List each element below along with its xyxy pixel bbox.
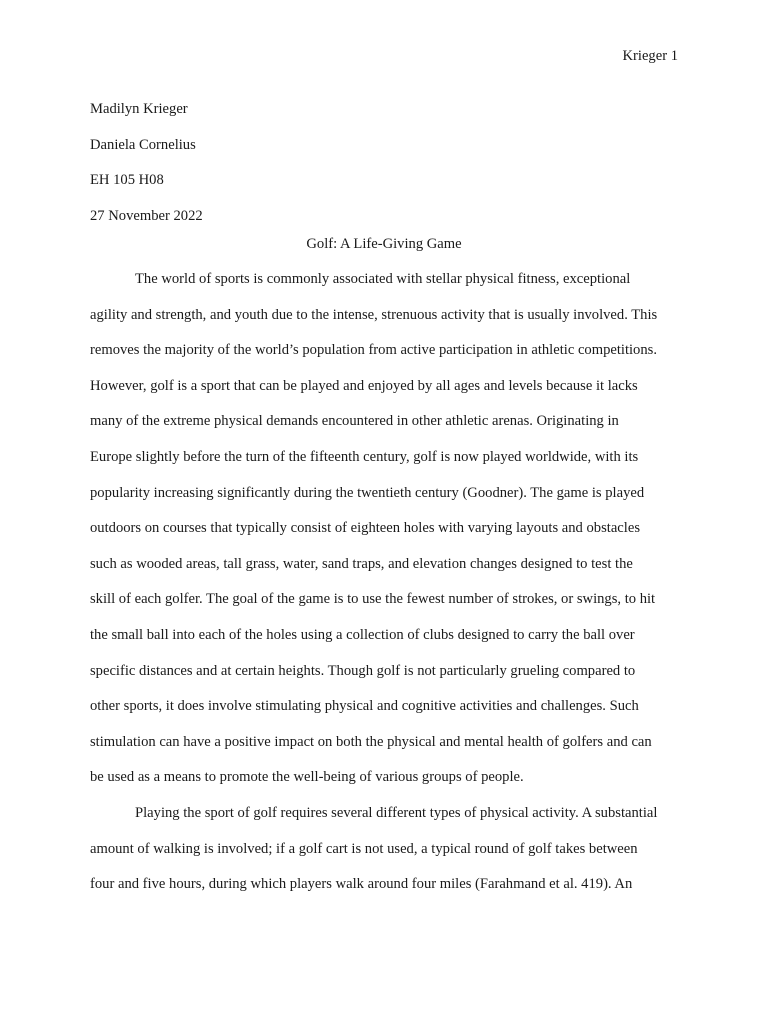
text-line: amount of walking is involved; if a golf cart is not used, a typical round of golf takes between <box>90 840 638 857</box>
text-line: Europe slightly before the turn of the fifteenth century, golf is now played worldwide, with its <box>90 448 639 465</box>
text-line: The world of sports is commonly associated with stellar physical fitness, exceptional <box>135 271 631 287</box>
author-name: Madilyn Krieger <box>90 101 188 117</box>
text-line: specific distances and at certain heights. Though golf is not particularly grueling compared to <box>90 662 636 679</box>
course-name: EH 105 H08 <box>90 172 164 189</box>
text-line: skill of each golfer. The goal of the game is to use the fewest number of strokes, or swings, to hit <box>90 591 656 608</box>
text-line: be used as a means to promote the well-being of various groups of people. <box>90 769 524 786</box>
text-line: removes the majority of the world’s population from active participation in athletic competitions. <box>90 342 657 359</box>
text-line: many of the extreme physical demands encountered in other athletic arenas. Originating in <box>90 413 619 430</box>
paragraph-2 <box>90 796 678 903</box>
text-line: However, golf is a sport that can be played and enjoyed by all ages and levels because it lacks <box>90 377 638 394</box>
text-line: four and five hours, during which players walk around four miles (Farahmand et al. 419). An <box>90 876 633 893</box>
paragraph-1 <box>90 262 678 796</box>
essay-body <box>90 262 678 903</box>
text-line: such as wooded areas, tall grass, water, sand traps, and elevation changes designed to test the <box>90 555 633 572</box>
essay-date: 27 November 2022 <box>90 207 203 224</box>
text-line: stimulation can have a positive impact on both the physical and mental health of golfers and can <box>90 733 652 750</box>
text-line: the small ball into each of the holes using a collection of clubs designed to carry the ball over <box>90 626 635 643</box>
text-line: popularity increasing significantly during the twentieth century (Goodner). The game is played <box>90 484 645 501</box>
essay-title: Golf: A Life-Giving Game <box>306 236 462 252</box>
text-line: agility and strength, and youth due to the intense, strenuous activity that is usually involved. This <box>90 306 658 323</box>
text-line: other sports, it does involve stimulating physical and cognitive activities and challenges. Such <box>90 698 639 715</box>
instructor-name: Daniela Cornelius <box>90 136 196 153</box>
text-line: Playing the sport of golf requires several different types of physical activity. A substantial <box>135 804 658 821</box>
text-line: outdoors on courses that typically consist of eighteen holes with varying layouts and obstacles <box>90 520 640 537</box>
running-head: Krieger 1 <box>622 48 678 64</box>
mla-heading <box>90 92 678 234</box>
